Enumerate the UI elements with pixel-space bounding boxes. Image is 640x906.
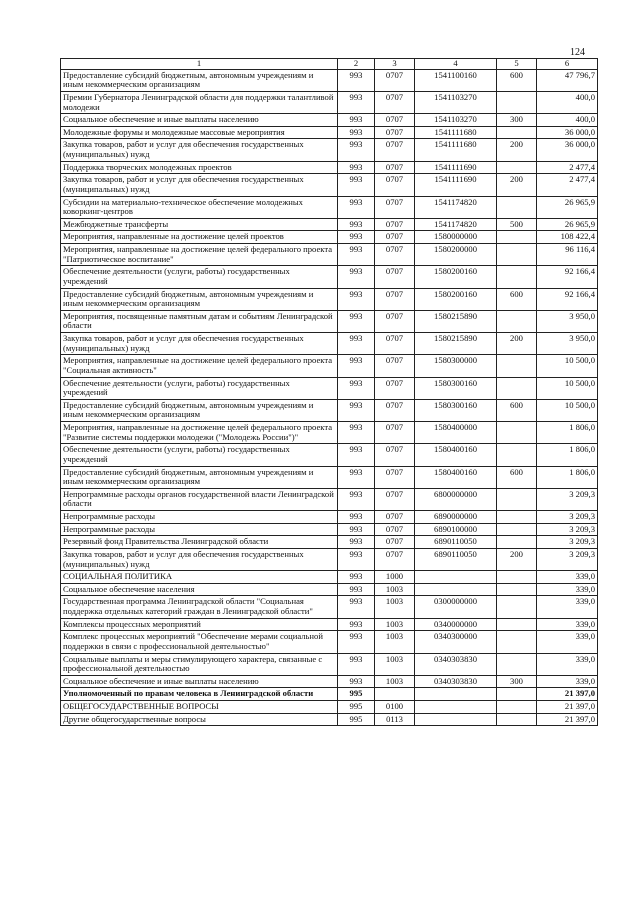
row-code-expense-type: 600 xyxy=(497,288,537,310)
row-code-admin: 993 xyxy=(338,69,375,91)
row-name: Поддержка творческих молодежных проектов xyxy=(61,161,338,174)
row-name: Молодежные форумы и молодежные массовые мероприятия xyxy=(61,126,338,139)
row-code-expense-type xyxy=(497,422,537,444)
row-name: Другие общегосударственные вопросы xyxy=(61,713,338,726)
row-code-section: 0707 xyxy=(375,333,415,355)
row-name: Мероприятия, направленные на достижение целей федерального проекта "Развитие системы поддержки молодежи ("Молодежь России")" xyxy=(61,422,338,444)
row-code-admin: 993 xyxy=(338,488,375,510)
row-code-target: 6890110050 xyxy=(415,548,497,570)
row-code-section: 0707 xyxy=(375,244,415,266)
row-code-expense-type xyxy=(497,523,537,536)
row-amount: 3 209,3 xyxy=(537,523,598,536)
table-row xyxy=(61,653,598,675)
row-code-target: 6800000000 xyxy=(415,488,497,510)
row-code-section: 1003 xyxy=(375,675,415,688)
row-amount: 92 166,4 xyxy=(537,266,598,288)
row-code-expense-type xyxy=(497,310,537,332)
table-row xyxy=(61,701,598,714)
row-code-target: 1580400160 xyxy=(415,444,497,466)
row-code-section: 0707 xyxy=(375,422,415,444)
row-code-admin: 993 xyxy=(338,174,375,196)
table-row xyxy=(61,571,598,584)
table-row xyxy=(61,355,598,377)
row-code-expense-type xyxy=(497,571,537,584)
row-code-section: 0707 xyxy=(375,126,415,139)
row-code-admin: 993 xyxy=(338,114,375,127)
table-row xyxy=(61,488,598,510)
row-name: Социальное обеспечение населения xyxy=(61,583,338,596)
row-code-target: 1541174820 xyxy=(415,218,497,231)
row-code-target: 0300000000 xyxy=(415,596,497,618)
row-code-section: 1003 xyxy=(375,596,415,618)
row-name: Предоставление субсидий бюджетным, автономным учреждениям и иным некоммерческим организациям xyxy=(61,69,338,91)
row-name: Обеспечение деятельности (услуги, работы) государственных учреждений xyxy=(61,444,338,466)
table-row xyxy=(61,196,598,218)
row-name: Социальные выплаты и меры стимулирующего характера, связанные с профессиональной деятельностью xyxy=(61,653,338,675)
row-code-expense-type xyxy=(497,653,537,675)
table-row xyxy=(61,583,598,596)
row-code-admin: 993 xyxy=(338,422,375,444)
row-code-expense-type xyxy=(497,196,537,218)
row-code-admin: 993 xyxy=(338,596,375,618)
row-code-target: 1541100160 xyxy=(415,69,497,91)
row-amount: 47 796,7 xyxy=(537,69,598,91)
row-code-target: 6890000000 xyxy=(415,511,497,524)
row-code-expense-type xyxy=(497,701,537,714)
row-code-section: 0707 xyxy=(375,536,415,549)
row-amount: 339,0 xyxy=(537,631,598,653)
table-row xyxy=(61,266,598,288)
row-name: Закупка товаров, работ и услуг для обеспечения государственных (муниципальных) нужд xyxy=(61,548,338,570)
row-amount: 10 500,0 xyxy=(537,377,598,399)
row-amount: 1 806,0 xyxy=(537,444,598,466)
row-code-admin: 993 xyxy=(338,161,375,174)
table-row xyxy=(61,631,598,653)
row-name: ОБЩЕГОСУДАРСТВЕННЫЕ ВОПРОСЫ xyxy=(61,701,338,714)
column-header: 1 xyxy=(61,59,338,70)
row-code-expense-type xyxy=(497,583,537,596)
row-amount: 3 209,3 xyxy=(537,488,598,510)
row-code-target: 1580200160 xyxy=(415,288,497,310)
row-code-expense-type xyxy=(497,266,537,288)
row-code-section xyxy=(375,688,415,701)
row-name: Мероприятия, посвященные памятным датам и событиям Ленинградской области xyxy=(61,310,338,332)
row-code-expense-type xyxy=(497,355,537,377)
row-code-target: 0340303830 xyxy=(415,675,497,688)
table-row xyxy=(61,422,598,444)
row-code-target: 1541111680 xyxy=(415,139,497,161)
row-name: Закупка товаров, работ и услуг для обеспечения государственных (муниципальных) нужд xyxy=(61,333,338,355)
row-code-admin: 993 xyxy=(338,126,375,139)
row-amount: 21 397,0 xyxy=(537,713,598,726)
row-code-section: 0707 xyxy=(375,466,415,488)
row-name: Резервный фонд Правительства Ленинградской области xyxy=(61,536,338,549)
row-code-admin: 993 xyxy=(338,548,375,570)
row-code-expense-type xyxy=(497,444,537,466)
table-row xyxy=(61,91,598,113)
row-amount: 339,0 xyxy=(537,618,598,631)
row-code-expense-type xyxy=(497,488,537,510)
row-amount: 3 950,0 xyxy=(537,333,598,355)
row-amount: 3 209,3 xyxy=(537,536,598,549)
row-name: Мероприятия, направленные на достижение целей федерального проекта "Социальная активность" xyxy=(61,355,338,377)
table-row xyxy=(61,244,598,266)
row-amount: 21 397,0 xyxy=(537,701,598,714)
row-amount: 339,0 xyxy=(537,583,598,596)
row-code-admin: 993 xyxy=(338,288,375,310)
row-code-target: 1541111690 xyxy=(415,161,497,174)
row-amount: 339,0 xyxy=(537,675,598,688)
row-code-section: 0707 xyxy=(375,355,415,377)
table-row xyxy=(61,511,598,524)
row-code-target: 1580400160 xyxy=(415,466,497,488)
row-amount: 1 806,0 xyxy=(537,422,598,444)
row-code-expense-type: 200 xyxy=(497,333,537,355)
row-amount: 339,0 xyxy=(537,653,598,675)
table-row xyxy=(61,713,598,726)
column-header: 4 xyxy=(415,59,497,70)
row-amount: 1 806,0 xyxy=(537,466,598,488)
row-amount: 400,0 xyxy=(537,91,598,113)
table-row xyxy=(61,675,598,688)
row-amount: 339,0 xyxy=(537,571,598,584)
row-code-target: 6890110050 xyxy=(415,536,497,549)
row-code-admin: 993 xyxy=(338,675,375,688)
row-code-section: 1003 xyxy=(375,631,415,653)
row-code-target: 1580200160 xyxy=(415,266,497,288)
row-code-admin: 993 xyxy=(338,266,375,288)
table-row xyxy=(61,523,598,536)
row-code-expense-type: 500 xyxy=(497,218,537,231)
row-name: Мероприятия, направленные на достижение целей проектов xyxy=(61,231,338,244)
row-code-expense-type: 600 xyxy=(497,466,537,488)
table-row xyxy=(61,114,598,127)
row-code-target: 1580215890 xyxy=(415,333,497,355)
row-amount: 400,0 xyxy=(537,114,598,127)
row-code-admin: 993 xyxy=(338,631,375,653)
table-row xyxy=(61,69,598,91)
table-row xyxy=(61,466,598,488)
row-code-admin: 993 xyxy=(338,244,375,266)
table-row xyxy=(61,444,598,466)
row-code-expense-type xyxy=(497,126,537,139)
row-code-admin: 993 xyxy=(338,310,375,332)
row-code-section: 0707 xyxy=(375,266,415,288)
table-row xyxy=(61,218,598,231)
row-code-admin: 993 xyxy=(338,355,375,377)
row-code-target: 1580200000 xyxy=(415,244,497,266)
row-code-section: 0707 xyxy=(375,377,415,399)
row-code-target: 1541103270 xyxy=(415,91,497,113)
column-header: 5 xyxy=(497,59,537,70)
row-name: Комплексы процессных мероприятий xyxy=(61,618,338,631)
row-code-admin: 993 xyxy=(338,196,375,218)
row-code-admin: 993 xyxy=(338,377,375,399)
row-code-admin: 993 xyxy=(338,333,375,355)
row-name: Непрограммные расходы органов государственной власти Ленинградской области xyxy=(61,488,338,510)
row-code-expense-type xyxy=(497,596,537,618)
row-code-target: 1580300000 xyxy=(415,355,497,377)
row-code-admin: 993 xyxy=(338,583,375,596)
row-code-admin: 993 xyxy=(338,653,375,675)
row-code-section: 0707 xyxy=(375,310,415,332)
row-code-target: 6890100000 xyxy=(415,523,497,536)
table-header-row xyxy=(61,59,598,70)
row-code-expense-type: 200 xyxy=(497,139,537,161)
row-code-admin: 993 xyxy=(338,511,375,524)
table-row xyxy=(61,288,598,310)
row-name: Обеспечение деятельности (услуги, работы) государственных учреждений xyxy=(61,377,338,399)
row-code-admin: 993 xyxy=(338,523,375,536)
row-amount: 10 500,0 xyxy=(537,399,598,421)
row-code-expense-type xyxy=(497,618,537,631)
row-code-target xyxy=(415,688,497,701)
row-amount: 26 965,9 xyxy=(537,218,598,231)
row-code-section: 0707 xyxy=(375,174,415,196)
row-amount: 2 477,4 xyxy=(537,161,598,174)
row-code-expense-type: 300 xyxy=(497,114,537,127)
row-code-admin: 993 xyxy=(338,466,375,488)
row-code-admin: 993 xyxy=(338,618,375,631)
row-amount: 36 000,0 xyxy=(537,126,598,139)
row-code-target xyxy=(415,701,497,714)
table-row xyxy=(61,231,598,244)
row-code-section: 0707 xyxy=(375,548,415,570)
row-name: Межбюджетные трансферты xyxy=(61,218,338,231)
row-code-expense-type xyxy=(497,244,537,266)
row-code-section: 0707 xyxy=(375,69,415,91)
row-name: Обеспечение деятельности (услуги, работы) государственных учреждений xyxy=(61,266,338,288)
row-code-target: 1541174820 xyxy=(415,196,497,218)
row-amount: 3 950,0 xyxy=(537,310,598,332)
row-code-expense-type: 300 xyxy=(497,675,537,688)
row-amount: 10 500,0 xyxy=(537,355,598,377)
table-row xyxy=(61,139,598,161)
row-code-section: 0707 xyxy=(375,444,415,466)
row-code-expense-type: 200 xyxy=(497,174,537,196)
column-header: 6 xyxy=(537,59,598,70)
row-code-section: 0707 xyxy=(375,523,415,536)
row-code-expense-type xyxy=(497,91,537,113)
row-code-expense-type xyxy=(497,231,537,244)
row-code-target: 0340300000 xyxy=(415,631,497,653)
row-amount: 3 209,3 xyxy=(537,511,598,524)
row-code-expense-type: 200 xyxy=(497,548,537,570)
row-code-target: 0340000000 xyxy=(415,618,497,631)
row-code-expense-type xyxy=(497,377,537,399)
row-code-section: 0707 xyxy=(375,91,415,113)
row-name: Закупка товаров, работ и услуг для обеспечения государственных (муниципальных) нужд xyxy=(61,139,338,161)
row-code-section: 0100 xyxy=(375,701,415,714)
row-code-target: 1580300160 xyxy=(415,377,497,399)
row-code-expense-type: 600 xyxy=(497,69,537,91)
table-row xyxy=(61,333,598,355)
row-code-section: 0707 xyxy=(375,288,415,310)
row-code-admin: 995 xyxy=(338,701,375,714)
row-code-section: 1003 xyxy=(375,583,415,596)
row-amount: 108 422,4 xyxy=(537,231,598,244)
row-name: Социальное обеспечение и иные выплаты населению xyxy=(61,675,338,688)
row-code-target: 0340303830 xyxy=(415,653,497,675)
table-row xyxy=(61,688,598,701)
row-code-admin: 993 xyxy=(338,571,375,584)
budget-table xyxy=(60,58,598,726)
row-name: Субсидии на материально-техническое обеспечение молодежных коворкинг-центров xyxy=(61,196,338,218)
row-code-expense-type xyxy=(497,511,537,524)
row-code-section: 1003 xyxy=(375,653,415,675)
row-code-section: 0707 xyxy=(375,399,415,421)
column-header: 3 xyxy=(375,59,415,70)
row-name: Государственная программа Ленинградской области "Социальная поддержка отдельных категорий граждан в Ленинградской области" xyxy=(61,596,338,618)
row-code-section: 0113 xyxy=(375,713,415,726)
row-amount: 3 209,3 xyxy=(537,548,598,570)
row-code-target: 1580000000 xyxy=(415,231,497,244)
row-code-admin: 995 xyxy=(338,688,375,701)
row-code-section: 0707 xyxy=(375,139,415,161)
row-code-admin: 993 xyxy=(338,444,375,466)
row-code-target: 1541111680 xyxy=(415,126,497,139)
table-row xyxy=(61,377,598,399)
row-name: Предоставление субсидий бюджетным, автономным учреждениям и иным некоммерческим организациям xyxy=(61,466,338,488)
row-code-section: 1000 xyxy=(375,571,415,584)
row-code-target: 1541111690 xyxy=(415,174,497,196)
row-code-admin: 993 xyxy=(338,139,375,161)
row-code-section: 0707 xyxy=(375,231,415,244)
table-row xyxy=(61,174,598,196)
row-code-expense-type: 600 xyxy=(497,399,537,421)
row-code-section: 0707 xyxy=(375,488,415,510)
table-row xyxy=(61,618,598,631)
row-code-expense-type xyxy=(497,713,537,726)
row-amount: 26 965,9 xyxy=(537,196,598,218)
row-code-admin: 995 xyxy=(338,713,375,726)
row-name: Закупка товаров, работ и услуг для обеспечения государственных (муниципальных) нужд xyxy=(61,174,338,196)
row-code-expense-type xyxy=(497,536,537,549)
row-name: Предоставление субсидий бюджетным, автономным учреждениям и иным некоммерческим организациям xyxy=(61,288,338,310)
row-amount: 96 116,4 xyxy=(537,244,598,266)
row-name: Уполномоченный по правам человека в Ленинградской области xyxy=(61,688,338,701)
table-row xyxy=(61,399,598,421)
row-code-expense-type xyxy=(497,161,537,174)
row-amount: 36 000,0 xyxy=(537,139,598,161)
row-code-admin: 993 xyxy=(338,91,375,113)
table-row xyxy=(61,548,598,570)
row-name: СОЦИАЛЬНАЯ ПОЛИТИКА xyxy=(61,571,338,584)
row-code-target: 1580400000 xyxy=(415,422,497,444)
row-amount: 92 166,4 xyxy=(537,288,598,310)
row-code-target: 1580300160 xyxy=(415,399,497,421)
column-header: 2 xyxy=(338,59,375,70)
row-code-section: 1003 xyxy=(375,618,415,631)
row-code-target: 1541103270 xyxy=(415,114,497,127)
table-row xyxy=(61,161,598,174)
row-name: Непрограммные расходы xyxy=(61,523,338,536)
row-name: Предоставление субсидий бюджетным, автономным учреждениям и иным некоммерческим организациям xyxy=(61,399,338,421)
row-name: Непрограммные расходы xyxy=(61,511,338,524)
row-amount: 339,0 xyxy=(537,596,598,618)
row-code-section: 0707 xyxy=(375,218,415,231)
row-code-admin: 993 xyxy=(338,536,375,549)
table-row xyxy=(61,596,598,618)
row-name: Мероприятия, направленные на достижение целей федерального проекта "Патриотическое воспитание" xyxy=(61,244,338,266)
row-name: Социальное обеспечение и иные выплаты населению xyxy=(61,114,338,127)
row-code-section: 0707 xyxy=(375,196,415,218)
row-code-target xyxy=(415,713,497,726)
row-code-admin: 993 xyxy=(338,399,375,421)
row-code-expense-type xyxy=(497,631,537,653)
table-body xyxy=(61,69,598,726)
row-amount: 2 477,4 xyxy=(537,174,598,196)
row-name: Комплекс процессных мероприятий "Обеспечение мерами социальной поддержки в связи с профессиональной деятельностью" xyxy=(61,631,338,653)
row-code-target: 1580215890 xyxy=(415,310,497,332)
row-amount: 21 397,0 xyxy=(537,688,598,701)
table-row xyxy=(61,310,598,332)
row-code-admin: 993 xyxy=(338,218,375,231)
row-code-expense-type xyxy=(497,688,537,701)
row-code-section: 0707 xyxy=(375,511,415,524)
row-code-section: 0707 xyxy=(375,114,415,127)
row-code-target xyxy=(415,583,497,596)
table-row xyxy=(61,536,598,549)
page-number: 124 xyxy=(570,47,585,58)
table-row xyxy=(61,126,598,139)
row-code-target xyxy=(415,571,497,584)
row-code-admin: 993 xyxy=(338,231,375,244)
row-code-section: 0707 xyxy=(375,161,415,174)
row-name: Премии Губернатора Ленинградской области для поддержки талантливой молодежи xyxy=(61,91,338,113)
